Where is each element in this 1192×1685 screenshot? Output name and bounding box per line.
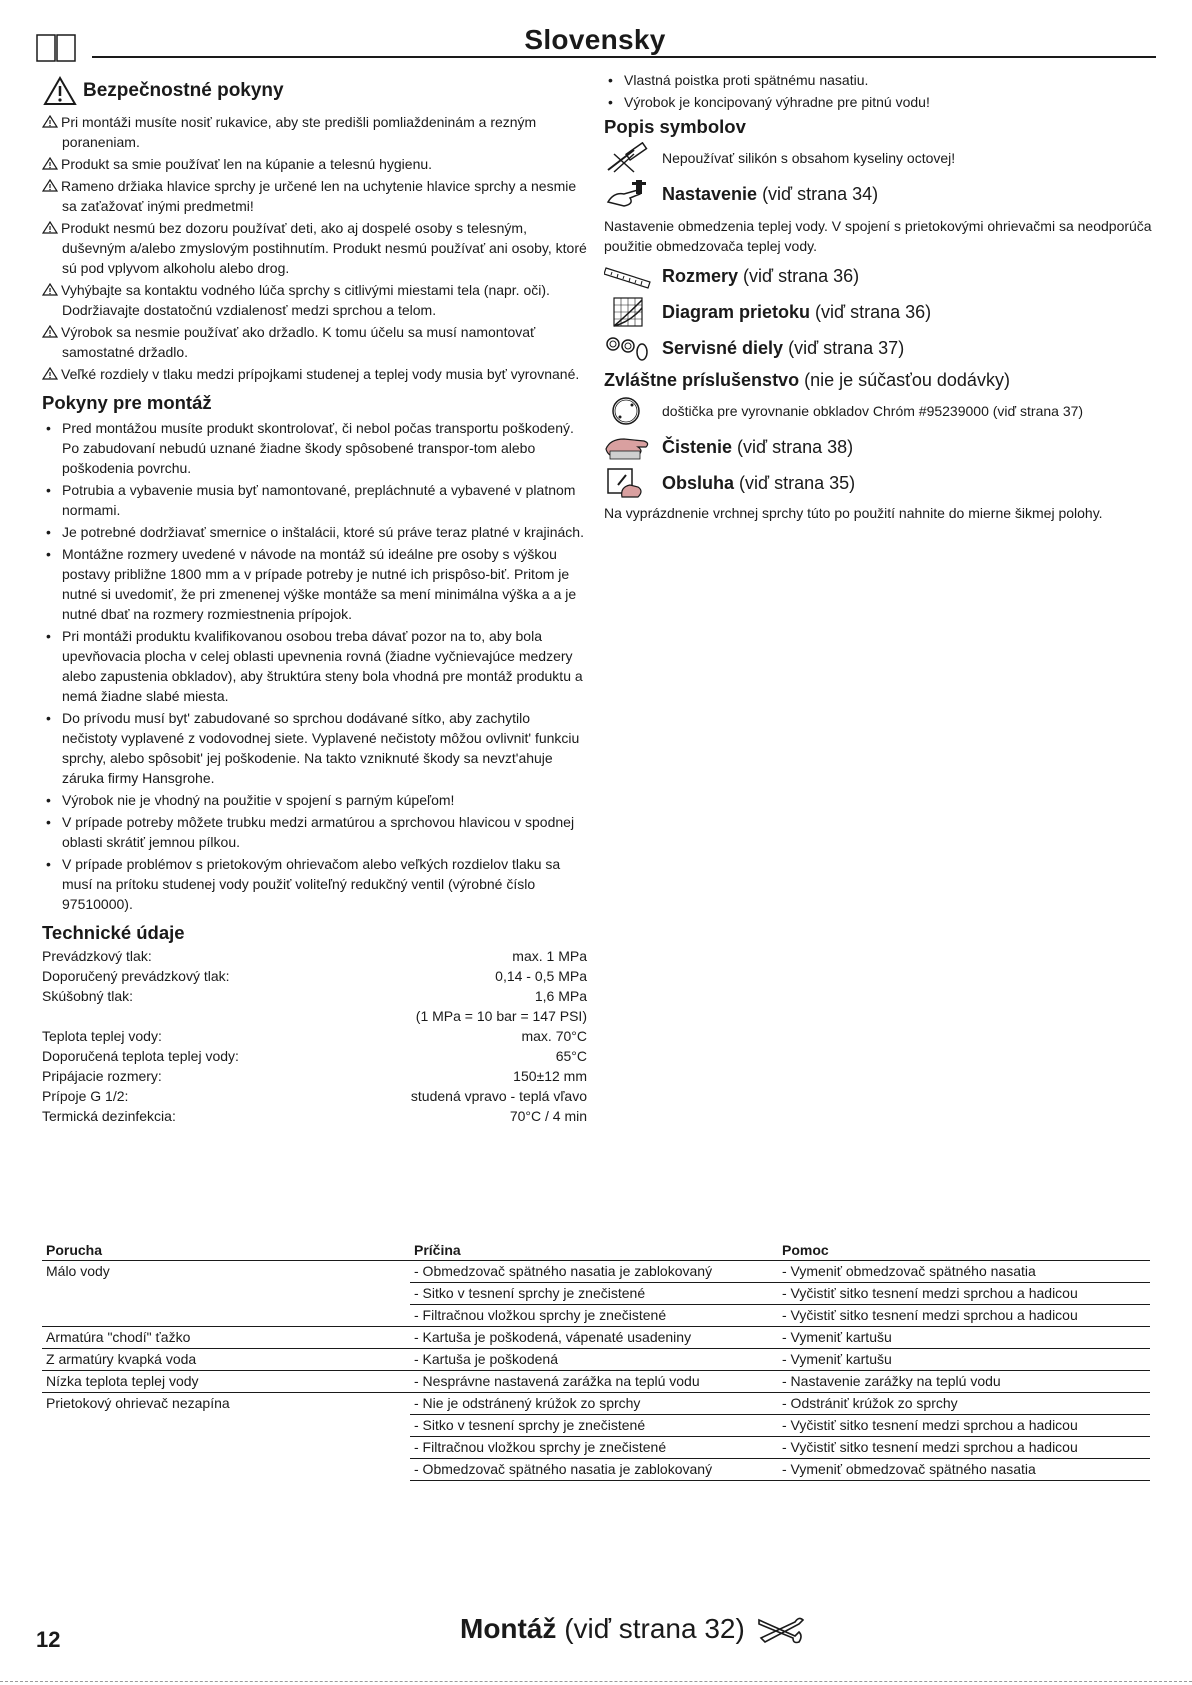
technical-label: Skúšobný tlak: [42,988,134,1004]
setting-heading [662,184,878,205]
mounting-note-item: • V prípade potreby môžete trubku medzi armatúrou a sprchovou hlavicou v spodnej oblasti skrátiť jemnou pílkou. [42,812,587,852]
silicone-note: Nepoužívať silikón s obsahom kyseliny octovej! [662,150,956,166]
remedy-cell: - Vymeniť kartušu [778,1349,1150,1371]
remedy-cell: - Vyčistiť sitko tesnení medzi sprchou a hadicou [778,1283,1150,1305]
technical-row [42,986,587,1006]
technical-label: Doporučený prevádzkový tlak: [42,968,230,984]
fault-cell [42,1437,410,1459]
accessories-ref: (nie je súčasťou dodávky) [799,370,1010,390]
cleaning-hand-icon [604,431,652,463]
mount-ref: (viď strana 32) [556,1613,745,1644]
page-bottom-rule [0,1681,1192,1682]
safety-item-text: Výrobok sa nesmie používať ako držadlo. K tomu účelu sa musí namontovať samostatné držadlo. [61,324,536,360]
language-title: Slovensky [524,24,666,55]
flow-heading [662,302,931,323]
technical-value: max. 1 MPa [512,948,587,964]
safety-title: Bezpečnostné pokyny [83,80,284,101]
warning-small-icon [42,283,58,296]
header-cause: Príčina [410,1240,778,1261]
accessories-heading [604,370,1159,391]
symbols-title: Popis symbolov [604,116,746,137]
fault-table [42,1240,1150,1481]
technical-list [42,946,587,1126]
technical-row [42,1086,587,1106]
ruler-icon [604,260,652,292]
accessories-title: Zvláštne príslušenstvo [604,370,800,390]
fault-cell [42,1305,410,1327]
safety-item [42,322,587,362]
technical-title: Technické údaje [42,922,185,943]
fault-row [42,1393,1150,1415]
mounting-note-item: • Do prívodu musí byt' zabudované so sprchou dodávané sítko, aby zachytilo nečistoty vyplavené z vodovodnej siete. Vyplavené nečistoty môžou ovlivnit' funkciu sprchy, alebo spôsobit' jej poškodenie. Na takto vzniknuté škody sa nevzt'ahuje záruka firmy Hansgrohe. [42,708,587,788]
mounting-note-item: • Je potrebné dodržiavať smernice o inštalácii, ktoré sú práve teraz platné v krajinách. [42,522,587,542]
header-rule [92,56,1156,58]
technical-row [42,1046,587,1066]
dimensions-heading [662,266,859,287]
safety-item [42,280,587,320]
cause-cell: - Kartuša je poškodená [410,1349,778,1371]
safety-item [42,218,587,278]
silicone-row [604,142,1159,174]
technical-value: 0,14 - 0,5 MPa [495,968,587,984]
technical-label: Prípoje G 1/2: [42,1088,129,1104]
flow-ref: (viď strana 36) [810,301,932,322]
technical-value: studená vpravo - teplá vľavo [410,1088,587,1104]
technical-value: 65°C [555,1048,587,1064]
cause-cell: - Kartuša je poškodená, vápenaté usadeniny [410,1327,778,1349]
remedy-cell: - Vymeniť obmedzovač spätného nasatia [778,1459,1150,1481]
dimensions-row [604,260,1159,292]
technical-label: Teplota teplej vody: [42,1028,162,1044]
remedy-cell: - Vyčistiť sitko tesnení medzi sprchou a hadicou [778,1305,1150,1327]
technical-label: Doporučená teplota teplej vody: [42,1048,239,1064]
operation-ref: (viď strana 35) [734,472,856,493]
remedy-cell: - Vyčistiť sitko tesnení medzi sprchou a hadicou [778,1437,1150,1459]
cleaning-heading [662,437,853,458]
fault-row [42,1459,1150,1481]
safety-item-text: Produkt nesmú bez dozoru používať deti, ako aj dospelé osoby s telesným, duševným a/alebo zmyslovým postihnutím. Produkt nesmú používať ani osoby, ktoré sú pod vplyvom alkoholu alebo drog. [61,220,587,276]
parts-row [604,332,1159,364]
technical-value: 70°C / 4 min [509,1108,587,1124]
fault-row [42,1349,1150,1371]
fault-cell: Nízka teplota teplej vody [42,1371,410,1393]
mounting-notes-title: Pokyny pre montáž [42,392,212,413]
silicone-gun-icon [604,142,652,174]
technical-row [42,1026,587,1046]
technical-value: (1 MPa = 10 bar = 147 PSI) [415,1008,587,1024]
fault-row [42,1371,1150,1393]
technical-label: Prevádzkový tlak: [42,948,152,964]
safety-heading [43,76,587,106]
drain-note: Na vyprázdnenie vrchnej sprchy túto po použití nahnite do mierne šikmej polohy. [604,505,1103,521]
cause-cell: - Nie je odstránený krúžok zo sprchy [410,1393,778,1415]
safety-item [42,154,587,174]
setting-ref: (viď strana 34) [757,183,879,204]
warning-small-icon [42,325,58,338]
header-remedy: Pomoc [778,1240,1150,1261]
fault-row [42,1415,1150,1437]
cause-cell: - Filtračnou vložkou sprchy je znečistené [410,1305,778,1327]
left-column [42,76,587,1126]
mounting-note-item: • Pred montážou musíte produkt skontrolovať, či nebol počas transportu poškodený. Po zabudovaní nebudú uznané žiadne škody spôsobené transpor-tom alebo poškodenia povrchu. [42,418,587,478]
book-icon [36,33,76,63]
accessory-item: doštička pre vyrovnanie obkladov Chróm #95239000 (viď strana 37) [662,403,1084,419]
warning-small-icon [42,179,58,192]
page-number: 12 [36,1627,61,1652]
mounting-note-item: • Výrobok nie je vhodný na použitie v spojení s parným kúpeľom! [42,790,587,810]
right-bullet-item: • Výrobok je koncipovaný výhradne pre pitnú vodu! [604,92,1159,112]
technical-label: Termická dezinfekcia: [42,1108,176,1124]
remedy-cell: - Odstrániť krúžok zo sprchy [778,1393,1150,1415]
operation-heading [662,473,855,494]
parts-heading [662,338,904,359]
setting-note: Nastavenie obmedzenia teplej vody. V spojení s prietokovými ohrievačmi sa neodporúča použitie obmedzovača teplej vody. [604,218,1152,254]
fault-cell: Z armatúry kvapká voda [42,1349,410,1371]
fault-table-body [42,1261,1150,1481]
safety-item-text: Veľké rozdiely v tlaku medzi prípojkami studenej a teplej vody musia byť vyrovnané. [61,366,580,382]
safety-item-text: Pri montáži musíte nosiť rukavice, aby ste predišli pomliaždeninám a rezným poraneniam. [61,114,537,150]
parts-title: Servisné diely [662,337,784,358]
cause-cell: - Sitko v tesnení sprchy je znečistené [410,1415,778,1437]
flow-diagram-icon [604,296,652,328]
warning-small-icon [42,367,58,380]
mount-reference [460,1612,805,1646]
fault-cell: Málo vody [42,1261,410,1283]
operation-title: Obsluha [662,472,735,493]
mounting-note-item: • Potrubia a vybavenie musia byť namontované, prepláchnuté a vybavené v platnom normami. [42,480,587,520]
technical-row [42,1106,587,1126]
mount-title: Montáž [460,1613,557,1644]
flow-title: Diagram prietoku [662,301,811,322]
cause-cell: - Obmedzovač spätného nasatia je zablokovaný [410,1459,778,1481]
flow-row [604,296,1159,328]
right-bullet-item: • Vlastná poistka proti spätnému nasatiu. [604,70,1159,90]
fault-cell [42,1459,410,1481]
fault-cell: Armatúra "chodí" ťažko [42,1327,410,1349]
warning-icon [43,76,77,106]
operation-row [604,467,1159,499]
header-fault: Porucha [42,1240,410,1261]
fault-row [42,1261,1150,1283]
hand-adjust-icon [604,178,652,210]
cause-cell: - Obmedzovač spätného nasatia je zablokovaný [410,1261,778,1283]
right-column [604,70,1159,523]
technical-value: 1,6 MPa [534,988,587,1004]
technical-value: 150±12 mm [513,1068,587,1084]
mounting-note-item: • Pri montáži produktu kvalifikovanou osobou treba dávať pozor na to, aby bola upevňovacia plocha v celej oblasti upevnenia rovná (žiadne vyčnievajúce medzery alebo zapustenia obkladov), aby štruktúra steny bola vhodná pre montáž produktu a nemá žiadne slabé miesta. [42,626,587,706]
dimensions-ref: (viď strana 36) [738,265,860,286]
technical-label: Pripájacie rozmery: [42,1068,162,1084]
remedy-cell: - Vymeniť obmedzovač spätného nasatia [778,1261,1150,1283]
wrench-icon [755,1612,805,1646]
right-bullets [604,70,1159,112]
remedy-cell: - Vymeniť kartušu [778,1327,1150,1349]
warning-small-icon [42,115,58,128]
cause-cell: - Nesprávne nastavená zarážka na teplú vodu [410,1371,778,1393]
safety-item [42,176,587,216]
fault-row [42,1327,1150,1349]
safety-item-text: Rameno držiaka hlavice sprchy je určené len na uchytenie hlavice sprchy a nesmie sa zaťažovať inými predmetmi! [61,178,577,214]
fault-row [42,1283,1150,1305]
cause-cell: - Filtračnou vložkou sprchy je znečistené [410,1437,778,1459]
safety-list [42,112,587,384]
operation-hand-icon [604,467,652,499]
remedy-cell: - Vyčistiť sitko tesnení medzi sprchou a hadicou [778,1415,1150,1437]
rosette-plate-icon [604,395,652,427]
cleaning-ref: (viď strana 38) [732,436,854,457]
accessory-row [604,395,1159,427]
technical-value: max. 70°C [521,1028,587,1044]
dimensions-title: Rozmery [662,265,739,286]
technical-row [42,1066,587,1086]
safety-item [42,112,587,152]
warning-small-icon [42,221,58,234]
setting-row [604,178,1159,210]
technical-row [42,966,587,986]
parts-ref: (viď strana 37) [783,337,905,358]
fault-row [42,1437,1150,1459]
mounting-note-item: • V prípade problémov s prietokovým ohrievačom alebo veľkých rozdielov tlaku sa musí na prítoku studenej vody použiť voliteľný redukčný ventil (výrobné číslo 97510000). [42,854,587,914]
spare-parts-icon [604,332,652,364]
warning-small-icon [42,157,58,170]
fault-cell: Prietokový ohrievač nezapína [42,1393,410,1415]
safety-item-text: Produkt sa smie používať len na kúpanie a telesnú hygienu. [61,156,433,172]
cause-cell: - Sitko v tesnení sprchy je znečistené [410,1283,778,1305]
cleaning-title: Čistenie [662,436,733,457]
fault-cell [42,1283,410,1305]
safety-item [42,364,587,384]
mounting-notes-list [42,418,587,914]
setting-title: Nastavenie [662,183,758,204]
fault-cell [42,1415,410,1437]
safety-item-text: Vyhýbajte sa kontaktu vodného lúča sprchy s citlivými miestami tela (napr. oči). Dodržiavajte dostatočnú vzdialenosť medzi sprchou a telom. [61,282,550,318]
mounting-note-item: • Montážne rozmery uvedené v návode na montáž sú ideálne pre osoby s výškou postavy približne 1800 mm a v prípade potreby je nutné ich prispôso-biť. Pritom je nutné si uvedomiť, že pri zmenenej výške montáže sa mení minimálna výška a a je nutné dbať na rozmery rozmiestnenia prípojok. [42,544,587,624]
fault-table-header [42,1240,1150,1261]
technical-row [42,1006,587,1026]
fault-row [42,1305,1150,1327]
cleaning-row [604,431,1159,463]
remedy-cell: - Nastavenie zarážky na teplú vodu [778,1371,1150,1393]
technical-row [42,946,587,966]
